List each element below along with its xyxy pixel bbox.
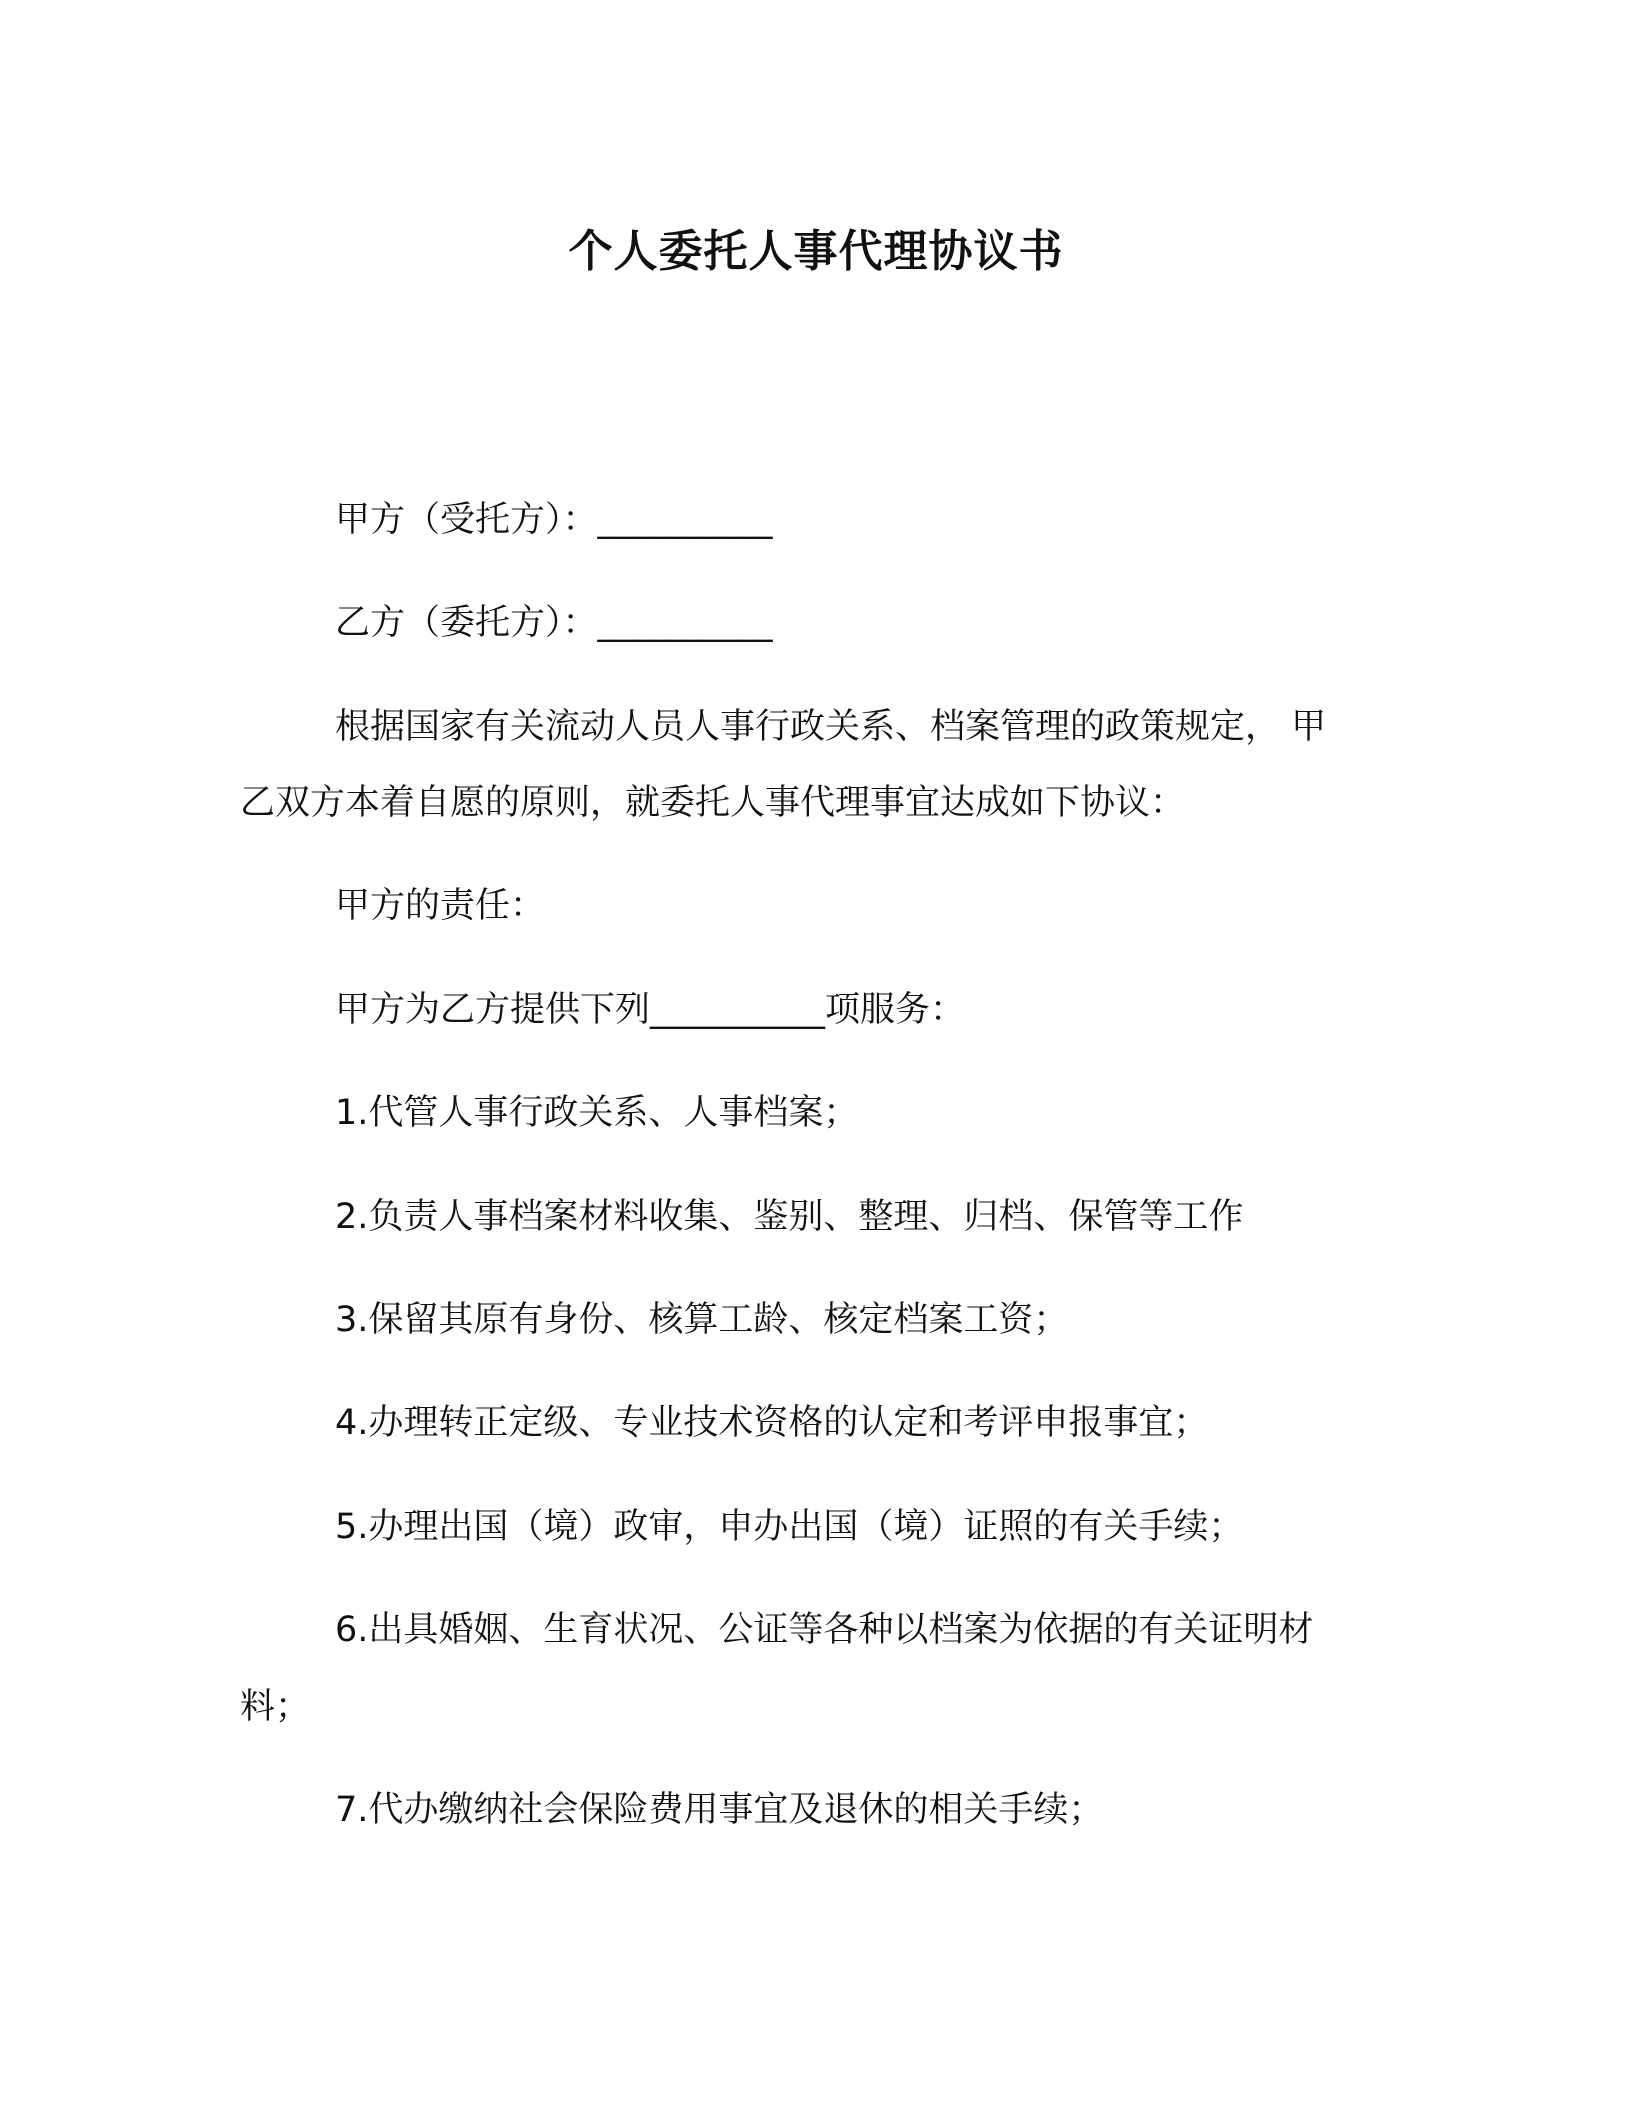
list-item: 5.办理出国（境）政审，申办出国（境）证照的有关手续； [335,1507,1244,1547]
section-heading: 甲方的责任： [335,886,546,926]
party-a-line: 甲方（受托方）：__________ [335,500,773,540]
preamble-line-1: 根据国家有关流动人员人事行政关系、档案管理的政策规定， 甲 [335,707,1327,747]
services-intro: 甲方为乙方提供下列__________项服务： [335,990,966,1030]
list-item: 1.代管人事行政关系、人事档案； [335,1093,859,1133]
list-item-continuation: 料； [240,1687,311,1727]
list-item: 2.负责人事档案材料收集、鉴别、整理、归档、保管等工作 [335,1197,1244,1237]
document-title: 个人委托人事代理协议书 [568,226,1064,277]
preamble-line-2: 乙双方本着自愿的原则，就委托人事代理事宜达成如下协议： [240,783,1186,823]
list-item: 6.出具婚姻、生育状况、公证等各种以档案为依据的有关证明材 [335,1610,1314,1650]
list-item: 4.办理转正定级、专业技术资格的认定和考评申报事宜； [335,1403,1209,1443]
party-b-line: 乙方（委托方）：__________ [335,603,773,643]
list-item: 7.代办缴纳社会保险费用事宜及退休的相关手续； [335,1790,1104,1830]
list-item: 3.保留其原有身份、核算工龄、核定档案工资； [335,1300,1069,1340]
